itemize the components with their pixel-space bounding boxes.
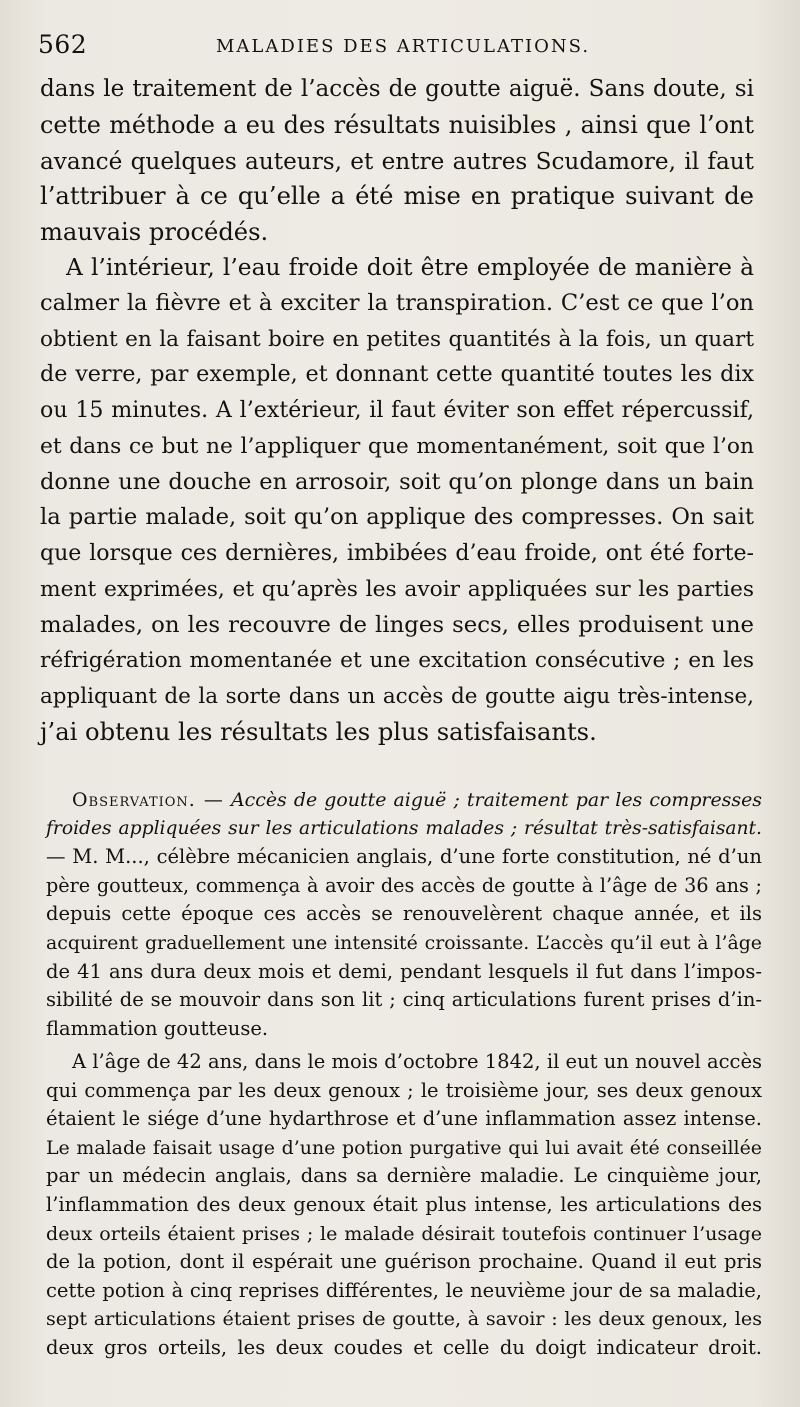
observation-label: Observation. — — [72, 789, 224, 811]
observation-heading-line — [46, 786, 762, 815]
paragraph-case-history — [46, 1048, 762, 1363]
text-line: appliquant de la sorte dans un accès de goutte aigu très-intense, — [40, 684, 754, 709]
text-line: mauvais procédés. — [40, 218, 269, 246]
text-line: Le malade faisait usage d’une potion purgative qui lui avait été conseillée — [46, 1136, 762, 1159]
text-line: deux gros orteils, les deux coudes et celle du doigt indicateur droit. — [46, 1335, 762, 1359]
text-line: depuis cette époque ces accès se renouvelèrent chaque année, et ils — [46, 902, 762, 926]
text-line: étaient le siége d’une hydarthrose et d’une inflammation assez intense. — [46, 1107, 762, 1131]
page-header — [38, 30, 778, 64]
text-line: malades, on les recouvre de linges secs, elles produisent une — [40, 611, 754, 638]
text-line: par un médecin anglais, dans sa dernière maladie. Le cinquième jour, — [46, 1164, 762, 1188]
paragraph-continuation — [40, 72, 754, 251]
text-line: j’ai obtenu les résultats les plus satisfaisants. — [40, 717, 597, 746]
text-line: père goutteux, commença à avoir des accès de goutte à l’âge de 36 ans ; — [46, 873, 762, 897]
text-line: et dans ce but ne l’appliquer que momentanément, soit que l’on — [40, 433, 754, 459]
text-line: de verre, par exemple, et donnant cette quantité toutes les dix — [40, 361, 754, 388]
observation-title-continued: froides appliquées sur les articulations malades ; résultat très-satisfaisant. — [46, 817, 762, 839]
text-line: obtient en la faisant boire en petites quantités à la fois, un quart — [40, 326, 754, 352]
text-line: de la potion, dont il espérait une guérison prochaine. Quand il eut pris — [46, 1250, 762, 1274]
text-line: qui commença par les deux genoux ; le troisième jour, ses deux genoux — [46, 1078, 762, 1102]
text-line: de 41 ans dura deux mois et demi, pendant lesquels il fut dans l’impos- — [46, 959, 762, 983]
text-line: la partie malade, soit qu’on applique des compresses. On sait — [40, 504, 754, 531]
text-line: flammation goutteuse. — [46, 1016, 269, 1040]
text-line: A l’intérieur, l’eau froide doit être employée de manière à — [66, 254, 754, 281]
text-line: ment exprimées, et qu’après les avoir appliquées sur les parties — [40, 576, 754, 602]
text-line: sibilité de se mouvoir dans son lit ; cinq articulations furent prises d’in- — [46, 988, 762, 1012]
paragraph-cold-water — [40, 250, 754, 751]
text-line: réfrigération momentanée et une excitation consécutive ; en les — [40, 648, 754, 674]
text-line: acquirent graduellement une intensité croissante. L’accès qu’il eut à l’âge — [46, 931, 762, 954]
text-line: donne une douche en arrosoir, soit qu’on plonge dans un bain — [40, 468, 754, 495]
page-number: 562 — [38, 30, 88, 59]
observation-section — [46, 786, 762, 1043]
text-line: ou 15 minutes. A l’extérieur, il faut éviter son effet répercussif, — [40, 397, 754, 423]
text-line: que lorsque ces dernières, imbibées d’eau froide, ont été forte- — [40, 541, 754, 566]
text-line: — M. M..., célèbre mécanicien anglais, d’une forte constitution, né d’un — [46, 845, 762, 869]
text-line: l’inflammation des deux genoux était plus intense, les articulations des — [46, 1192, 762, 1216]
text-line: l’attribuer à ce qu’elle a été mise en pratique suivant de — [40, 182, 754, 211]
observation-title: Accès de goutte aiguë ; traitement par les compresses — [230, 789, 762, 811]
text-line: avancé quelques auteurs, et entre autres Scudamore, il faut — [40, 147, 754, 175]
text-line: sept articulations étaient prises de goutte, à savoir : les deux genoux, les — [46, 1307, 762, 1331]
text-line: A l’âge de 42 ans, dans le mois d’octobre 1842, il eut un nouvel accès — [72, 1050, 762, 1073]
running-title: MALADIES DES ARTICULATIONS. — [216, 36, 591, 57]
text-line: cette potion à cinq reprises différentes, le neuvième jour de sa maladie, — [46, 1278, 762, 1302]
text-line: deux orteils étaient prises ; le malade désirait toutefois continuer l’usage — [46, 1222, 762, 1245]
text-line: cette méthode a eu des résultats nuisibles , ainsi que l’ont — [40, 110, 754, 139]
text-line: dans le traitement de l’accès de goutte aiguë. Sans doute, si — [40, 76, 754, 102]
text-line: calmer la fièvre et à exciter la transpiration. C’est ce que l’on — [40, 289, 754, 316]
